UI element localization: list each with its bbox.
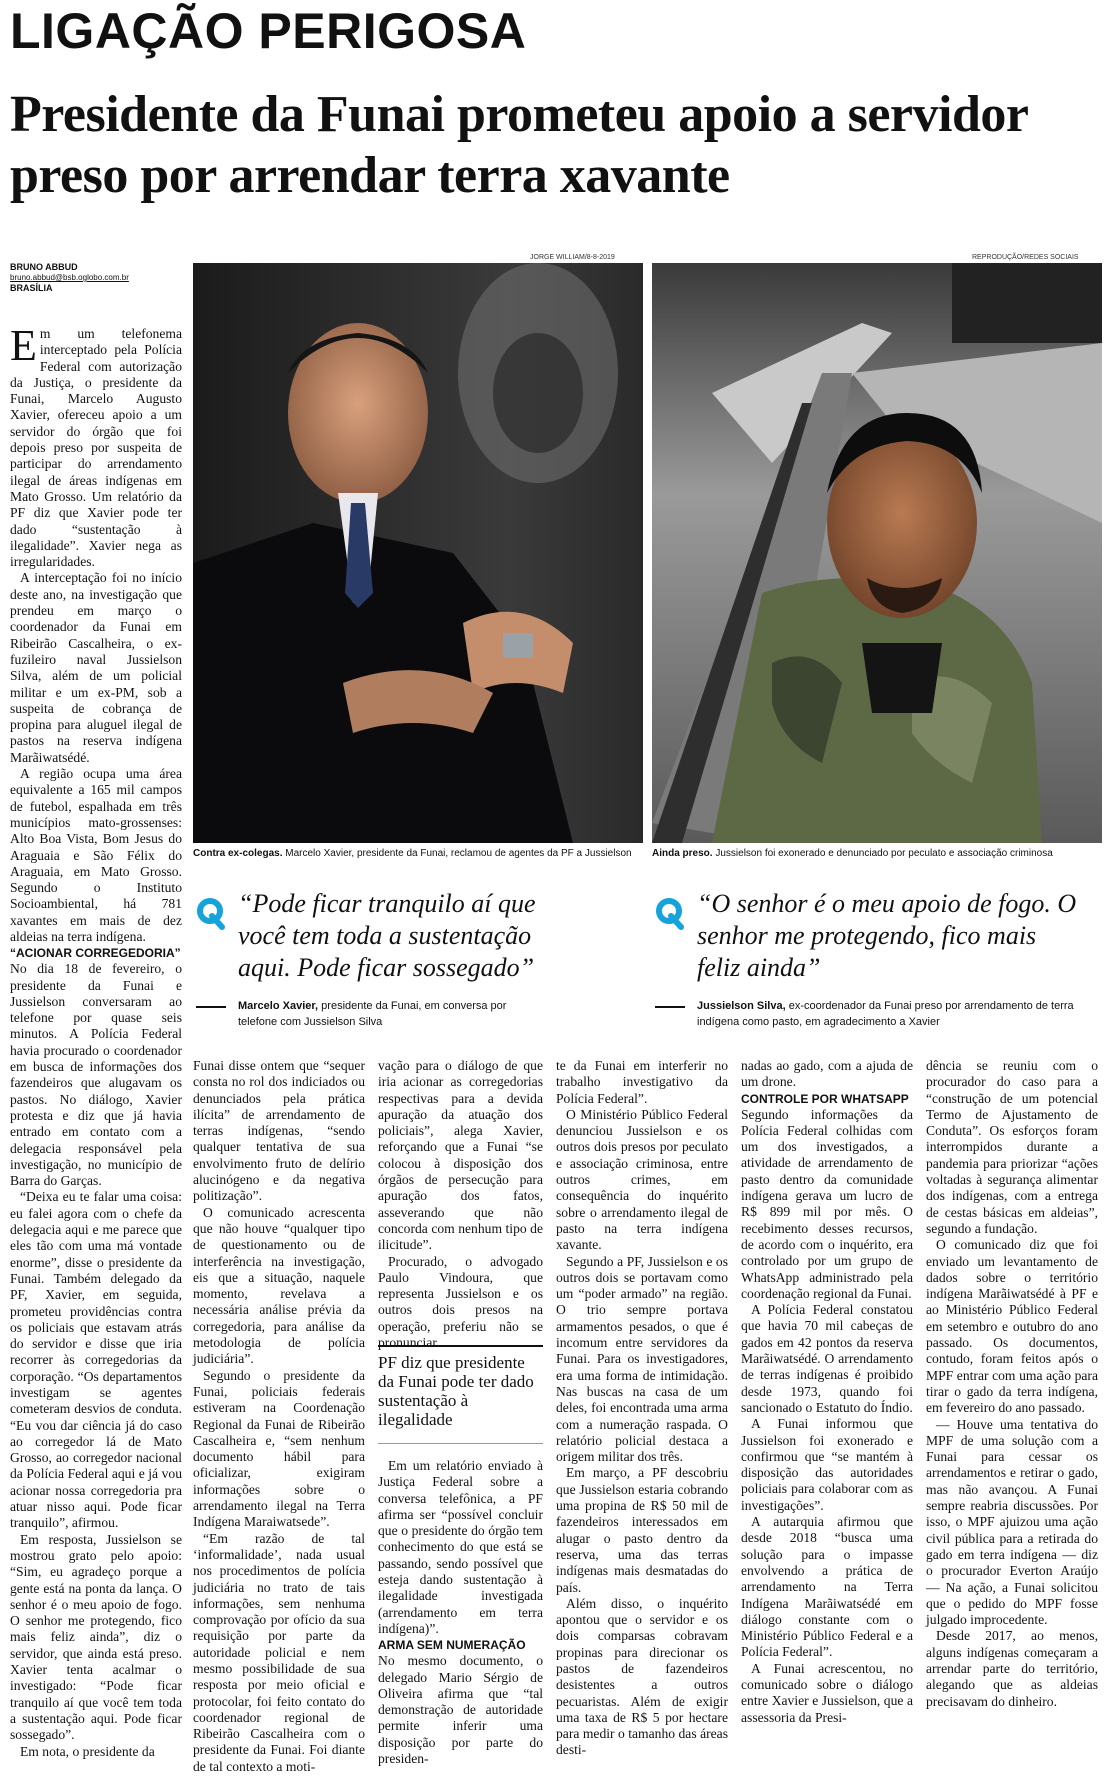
photo-caption-left xyxy=(193,848,643,860)
article-paragraph: O comunicado diz que foi enviado um levantamento de dados sobre o território indígena Marãiwatsédé à PF e ao Ministério Público Federal em setembro e outubro do ano passado. Os documentos, contudo, foram feitos após o MPF entrar com uma ação para tirar o gado da terra indígena, em fevereiro do ano passado. xyxy=(926,1237,1098,1416)
article-column-3-bottom xyxy=(378,1458,543,1778)
article-paragraph: Procurado, o advogado Paulo Vindoura, que representa Jussielson e os outros dois presos na operação, preferiu não se pronunciar. xyxy=(378,1253,543,1351)
quote-role-right: ex-coordenador da Funai preso por arrendamento de terra indígena como pasto, em agradecimento a Xavier xyxy=(697,1000,1074,1028)
quote-attribution-left xyxy=(238,998,538,1030)
article-paragraph: Segundo o presidente da Funai, policiais federais estiveram na Coordenação Regional da Funai de Ribeirão Cascalheira e, “sem nenhum documento hábil para oficializar, exigiram informações sobre o arrendamento ilegal na Terra Indígena Maraiwatsede”. xyxy=(193,1367,365,1530)
caption-lead-right: Ainda preso. xyxy=(652,848,713,859)
quote-attribution-right xyxy=(697,998,1077,1030)
article-paragraph: “Em razão de tal ‘informalidade’, nada usual nos procedimentos de polícia judiciária no trato de tais informações, sem nenhuma comprovação por ofício da sua requisição por parte da autoridade policial e nem mesmo possibilidade de sua resposta por meio oficial e protocolar, foi feito contato do coordenador regional de Ribeirão Cascalheira com o presidente da Funai. Foi diante de tal contexto a moti- xyxy=(193,1530,365,1774)
quote-role-left: presidente da Funai, em conversa por telefone com Jussielson Silva xyxy=(238,1000,507,1028)
caption-text-left: Marcelo Xavier, presidente da Funai, reclamou de agentes da PF a Jussielson xyxy=(285,848,632,859)
caption-text-right: Jussielson foi exonerado e denunciado por peculato e associação criminosa xyxy=(715,848,1053,859)
quote-icon-left xyxy=(196,898,224,928)
article-paragraph: A Funai acrescentou, no comunicado sobre o diálogo entre Xavier e Jussielson, que a assessoria da Presi- xyxy=(741,1660,913,1725)
article-paragraph: vação para o diálogo de que iria acionar as corregedorias respectivas para a devida apuração da atuação dos policiais”, alega Xavier, reforçando que a Funai “se colocou à disposição dos órgãos de persecução para apuração dos fatos, asseverando que não concorda com nenhum tipo de ilicitude”. xyxy=(378,1058,543,1253)
article-paragraph: A Funai informou que Jussielson foi exonerado e confirmou que “se mantém à disposição das autoridades policiais para colaborar com as investigações”. xyxy=(741,1416,913,1513)
article-paragraph: No dia 18 de fevereiro, o presidente da Funai e Jussielson conversaram ao telefone por quase seis minutos. A Polícia Federal havia procurado o coordenador em busca de informações dos fazendeiros que alugavam os pastos. No diálogo, Xavier protesta e diz que já havia entrado em contato com a delegacia responsável pela investigação, no município de Barra do Garças. xyxy=(10,961,182,1189)
article-paragraph: “Deixa eu te falar uma coisa: eu falei agora com o chefe da delegacia aqui e me parece que eles tão com uma má vontade enorme”, disse o presidente da Funai. Também delegado da PF, Xavier, em seguida, prometeu providências contra os policiais que estavam atrás do servidor e disse que iria recorrer às corregedorias da corporação. “Os departamentos investigam se agentes cometeram desvios de conduta. “Eu vou dar ciência já do caso ao corregedor lá de Mato Grosso, ao corregedor nacional da Polícia Federal aqui e já vou acionar nossa corregedoria pra atuar nisso aqui. Pode ficar tranquilo”, afirmou. xyxy=(10,1189,182,1531)
article-paragraph: A Polícia Federal constatou que havia 70 mil cabeças de gados em 42 pontos da reserva Marãiwatsédé. O arrendamento de terras indígenas é proibido desde 1973, quando foi sancionado o Estatuto do Índio. xyxy=(741,1302,913,1415)
photo-marcelo-xavier xyxy=(193,263,643,843)
article-paragraph: No mesmo documento, o delegado Mario Sérgio de Oliveira afirma que “tal demonstração de autoridade permite inferir uma disposição por parte do presiden- xyxy=(378,1653,543,1767)
article-paragraph: nadas ao gado, com a ajuda de um drone. xyxy=(741,1058,913,1090)
photo-credit-right: REPRODUÇÃO/REDES SOCIAIS xyxy=(972,254,1079,261)
pull-quote-right: “O senhor é o meu apoio de fogo. O senhor me protegendo, fico mais feliz ainda” xyxy=(697,889,1077,982)
article-paragraph: Segundo informações da Polícia Federal colhidas com um dos investigados, a atividade de arrendamento de pasto dentro da comunidade indígena gerava um lucro de R$ 899 mil por mês. O recebimento desses recursos, de acordo com o inquérito, era controlado por um grupo de WhatsApp administrado pela coordenação regional da Funai. xyxy=(741,1106,913,1301)
quote-rule-right xyxy=(655,1006,685,1008)
caption-lead-left: Contra ex-colegas. xyxy=(193,848,283,859)
article-paragraph: O Ministério Público Federal denunciou Jussielson e os outros dois presos por peculato e associação criminosa, entre outros crimes, em consequência do inquérito sobre o arrendamento ilegal de pasto na terra indígena xavante. xyxy=(556,1106,728,1253)
byline xyxy=(10,262,170,294)
article-paragraph: Segundo a PF, Jussielson e os outros dois se portavam como um “poder armado” na região. O trio sempre portava armamentos pesados, o que é incomum entre servidores da Funai. Para os investigadores, era uma forma de intimidação. Nas buscas na casa de um deles, foi encontrada uma arma com a numeração raspada. O relatório policial destaca a origem militar dos três. xyxy=(556,1253,728,1465)
subhead-numeracao: ARMA SEM NUMERAÇÃO xyxy=(378,1638,526,1653)
article-column-2 xyxy=(193,1058,365,1778)
byline-location: BRASÍLIA xyxy=(10,283,53,293)
drop-cap: E xyxy=(10,321,37,370)
quote-rule-left xyxy=(196,1006,226,1008)
headline: Presidente da Funai prometeu apoio a servidor preso por arrendar terra xavante xyxy=(10,86,1028,204)
photo-caption-right xyxy=(652,848,1102,860)
article-paragraph: Em março, a PF descobriu que Jussielson estaria cobrando uma propina de R$ 50 mil de fazendeiros interessados em alugar o pasto dentro da reserva, uma das terras indígenas mais desmatadas do país. xyxy=(556,1465,728,1595)
pull-quote-left: “Pode ficar tranquilo aí que você tem toda a sustentação aqui. Pode ficar sossegado” xyxy=(238,889,536,982)
photo-jussielson-silva xyxy=(652,263,1102,843)
article-paragraph: Desde 2017, ao menos, alguns indígenas começaram a arrendar parte do território, alegando que as aldeias precisavam do dinheiro. xyxy=(926,1628,1098,1709)
article-column-3-top xyxy=(378,1058,543,1351)
article-paragraph: Em um relatório enviado à Justiça Federal sobre a conversa telefônica, a PF afirma ser “possível concluir que o presidente do órgão tem conhecimento do que está se passando, sendo possível que esteja dando sustentação à ilegalidade investigada (arrendamento em terra indígena)”. xyxy=(378,1458,543,1636)
pull-box: PF diz que presidente da Funai pode ter dado sustentação à ilegalidade xyxy=(378,1345,543,1429)
article-paragraph: dência se reuniu com o procurador do caso para a “construção de um potencial Termo de Ajustamento de Conduta”. Os esforços foram interrompidos durante a pandemia para priorizar “ações voltadas à segurança alimentar dos indígenas, com a entrega de cestas básicas em aldeias”, segundo a fundação. xyxy=(926,1058,1098,1236)
article-paragraph: Em um telefonema interceptado pela Polícia Federal com autorização da Justiça, o presidente da Funai, Marcelo Augusto Xavier, ofereceu apoio a um servidor do órgão que foi depois preso por suspeita de participar do arrendamento ilegal de áreas indígenas em Mato Grosso. Um relatório da PF diz que Xavier pode ter dado “sustentação à ilegalidade”. Xavier nega as irregularidades. xyxy=(10,321,182,570)
article-paragraph: Além disso, o inquérito apontou que o servidor e os dois comparsas cobravam propinas para direcionar os pastos de fazendeiros desistentes a outros pecuaristas. Além de exigir uma taxa de R$ 5 por hectare para medir o tamanho das áreas desti- xyxy=(556,1595,728,1758)
article-column-4 xyxy=(556,1058,728,1778)
article-paragraph: — Houve uma tentativa do MPF de uma solução com a Funai para cessar os arrendamentos e retirar o gado, mas não avançou. A Funai sempre reabria discussões. Por isso, o MPF ajuizou uma ação civil pública para a retirada do gado em terra indígena — diz o procurador Everton Araújo — Na ação, a Funai solicitou que o pedido do MPF fosse julgado improcedente. xyxy=(926,1416,1098,1628)
quote-speaker-left: Marcelo Xavier, xyxy=(238,1000,319,1012)
subhead-whatsapp: CONTROLE POR WHATSAPP xyxy=(741,1091,909,1106)
byline-email[interactable]: bruno.abbud@bsb.oglobo.com.br xyxy=(10,273,129,282)
section-kicker: LIGAÇÃO PERIGOSA xyxy=(10,3,527,59)
article-paragraph: Em resposta, Jussielson se mostrou grato pelo apoio: “Sim, eu agradeço porque a gente está na ponta da lança. O senhor é o meu apoio de fogo. O senhor me protegendo, fico mais feliz ainda”, diz o servidor, que ainda está preso. Xavier tenta acalmar o investigado: “Pode ficar tranquilo aí que você tem toda a sustentação aqui. Pode ficar sossegado”. xyxy=(10,1531,182,1743)
article-paragraph: O comunicado acrescenta que não houve “qualquer tipo de questionamento ou de interferência na investigação, eis que a situação, naquele momento, revelava a necessária análise prévia da corregedoria, para análise da metodologia de polícia judiciária”. xyxy=(193,1204,365,1367)
quote-icon-right xyxy=(655,898,683,928)
article-column-5 xyxy=(741,1058,913,1778)
quote-speaker-right: Jussielson Silva, xyxy=(697,1000,786,1012)
article-column-1 xyxy=(10,321,182,1778)
subhead-corregedoria: “ACIONAR CORREGEDORIA” xyxy=(10,946,181,961)
photo-credit-left: JORGE WILLIAM/8-8-2019 xyxy=(530,254,615,261)
article-paragraph: A região ocupa uma área equivalente a 165 mil campos de futebol, espalhada em três municípios mato-grossenses: Alto Boa Vista, Bom Jesus do Araguaia e São Félix do Araguaia, em Mato Grosso. Segundo o Instituto Socioambiental, há 781 xavantes em mais de dez aldeias na terra indígena. xyxy=(10,766,182,944)
article-paragraph: A interceptação foi no início deste ano, na investigação que prendeu em março o coordenador da Funai em Ribeirão Cascalheira, o ex-fuzileiro naval Jussielson Silva, além de um policial militar e um ex-PM, sob a suspeita de cobrança de propina para aluguel ilegal de pastos na reserva indígena Marãiwatsédé. xyxy=(10,570,182,765)
pull-box-rule xyxy=(378,1443,543,1444)
article-paragraph: Em nota, o presidente da xyxy=(20,1743,155,1759)
byline-author: BRUNO ABBUD xyxy=(10,262,78,272)
article-column-6 xyxy=(926,1058,1098,1778)
article-paragraph: A autarquia afirmou que desde 2018 “busca uma solução para o impasse envolvendo a prática de arrendamento na Terra Indígena Marãiwatsédé em diálogo constante com o Ministério Público Federal e a Polícia Federal”. xyxy=(741,1514,913,1660)
article-paragraph: te da Funai em interferir no trabalho investigativo da Polícia Federal”. xyxy=(556,1058,728,1106)
article-paragraph: Funai disse ontem que “sequer consta no rol dos indiciados ou denunciados pela prática ilícita” de arrendamento de terras indígenas, “sendo qualquer tentativa de sua envolvimento fruto de delírio alucinógeno e da negativa politização”. xyxy=(193,1058,365,1204)
